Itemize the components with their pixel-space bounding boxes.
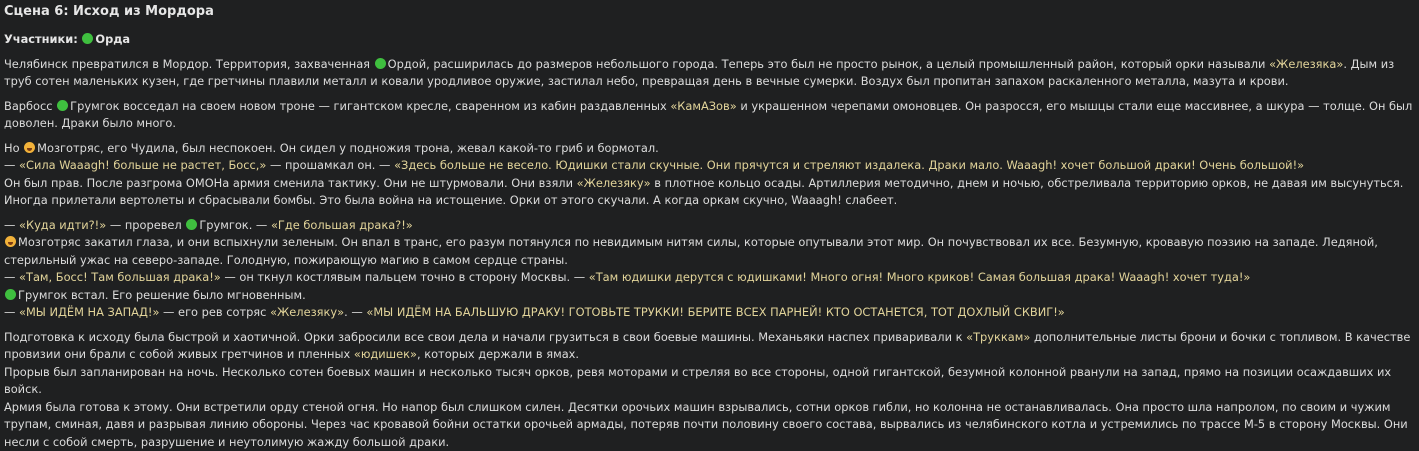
text: —: [4, 158, 15, 172]
text: —: [4, 218, 15, 232]
paragraph-2: [4, 98, 1413, 133]
dizzy-face-icon: [5, 236, 16, 247]
text: Но: [4, 141, 20, 155]
text: — прошамкал он. —: [270, 158, 390, 172]
quote: «Железяку»: [270, 305, 344, 319]
text: Грумгок встал. Его решение было мгновенным.: [18, 288, 306, 302]
paragraph-5: [4, 329, 1413, 451]
quote: «Здесь больше не весело. Юдишки стали скучные. Они прячутся и стреляют издалека. Драки мало. Waaagh! хочет большой драки! Очень большой!»: [394, 158, 1304, 172]
text: . —: [344, 305, 363, 319]
text: , которых держали в ямах.: [417, 347, 579, 361]
dizzy-face-icon: [24, 142, 35, 153]
text: Подготовка к исходу была быстрой и хаотичной. Орки забросили все свои дела и начали грузиться в свои боевые машины. Механьяки наспех приваривали к: [4, 330, 962, 344]
paragraph-3: [4, 140, 1413, 210]
participants-value: Орда: [95, 32, 130, 46]
text: дополнительные листы брони и бочки с топливом. В качестве провизии они брали с собой живых гретчинов и пленных: [4, 330, 1410, 362]
participants-line: [4, 31, 1413, 49]
green-circle-icon: [186, 219, 197, 230]
text: Мозготряс закатил глаза, и они вспыхнули зеленым. Он впал в транс, его разум потянулся по невидимым нитям силы, которые опутывали этот мир. Он почувствовал их все. Безумную, кровавую поэзию на западе. Ледяной, стерильный ужас на северо-западе. Голодную, пожирающую магию в самом сердце страны.: [4, 235, 1378, 267]
text: в плотное кольцо осады. Артиллерия методично, днем и ночью, обстреливала территорию орков, не давая им высунуться. Иногда прилетали вертолеты и сбрасывали бомбы. Это была война на истощение. Орки от этого скучали. А когда оркам скучно, Waaagh! слабеет.: [4, 176, 1403, 208]
paragraph-1: [4, 56, 1413, 91]
text: Прорыв был запланирован на ночь. Несколько сотен боевых машин и несколько тысяч орков, ревя моторами и стреляя во все стороны, одной гигантской, безумной колонной рванули на запад, прямо на позиции осаждавших их войск.: [4, 365, 1391, 397]
text: . Дым из труб сотен маленьких кузен, где гретчины плавили металл и ковали уродливое оружие, застилал небо, превращая день в вечные сумерки. Воздух был пропитан запахом раскаленного металла, мазута и крови.: [4, 57, 1394, 89]
text: и украшенном черепами омоновцев. Он разросся, его мышцы стали еще массивнее, а шкура — толще. Он был доволен. Драки было много.: [4, 99, 1412, 131]
text: Ордой, расширилась до размеров небольшого города. Теперь это был не просто рынок, а целый промышленный район, который орки называли: [388, 57, 1266, 71]
text: Мозготряс, его Чудила, был неспокоен. Он сидел у подножия трона, жевал какой-то гриб и бормотал.: [37, 141, 659, 155]
text: — проревел: [110, 218, 182, 232]
text: —: [4, 270, 15, 284]
green-circle-icon: [375, 58, 386, 69]
quote: «МЫ ИДЁМ НА БАЛЬШУЮ ДРАКУ! ГОТОВЬТЕ ТРУККИ! БЕРИТЕ ВСЕХ ПАРНЕЙ! КТО ОСТАНЕТСЯ, ТОТ ДОХЛЫЙ СКВИГ!»: [366, 305, 1064, 319]
quote: «КамАЗов»: [670, 99, 736, 113]
quote: «Там юдишки дерутся с юдишками! Много огня! Много криков! Самая большая драка! Waaagh! хочет туда!»: [589, 270, 1251, 284]
quote: «Железяка»: [1269, 57, 1343, 71]
quote: «Где большая драка?!»: [271, 218, 413, 232]
quote: «Труккам»: [966, 330, 1030, 344]
quote: «Сила Waaagh! больше не растет, Босс,»: [19, 158, 266, 172]
quote: «юдишек»: [354, 347, 417, 361]
text: —: [4, 305, 15, 319]
text: Он был прав. После разгрома ОМОНа армия сменила тактику. Они не штурмовали. Они взяли: [4, 176, 573, 190]
text: Грумгок восседал на своем новом троне — гигантском кресле, сваренном из кабин раздавленных: [70, 99, 667, 113]
paragraph-4: [4, 217, 1413, 322]
green-circle-icon: [5, 289, 16, 300]
green-circle-icon: [82, 33, 93, 44]
quote: «Куда идти?!»: [19, 218, 106, 232]
participants-label: Участники:: [4, 32, 78, 46]
text: — его рев сотряс: [163, 305, 266, 319]
text: Грумгок. —: [199, 218, 267, 232]
quote: «Там, Босс! Там большая драка!»: [19, 270, 221, 284]
scene-title: Сцена 6: Исход из Мордора: [4, 3, 1413, 21]
text: Армия была готова к этому. Они встретили орду стеной огня. Но напор был слишком силен. Десятки орочьих машин взрывались, сотни орков гибли, но колонна не останавливалась. Она просто шла напролом, по своим и чужим трупам, сминая, давя и разрывая линию обороны. Через час кровавой бойни остатки орочьей армады, потеряв почти половину своего состава, вырвались из челябинского котла и устремились по трассе М-5 в сторону Москвы. Они несли с собой смерть, разрушение и неутолимую жажду большой драки.: [4, 400, 1408, 449]
green-circle-icon: [57, 100, 68, 111]
text: Варбосс: [4, 99, 53, 113]
text: — он ткнул костлявым пальцем точно в сторону Москвы. —: [224, 270, 585, 284]
quote: «МЫ ИДЁМ НА ЗАПАД!»: [19, 305, 159, 319]
text: Челябинск превратился в Мордор. Территория, захваченная: [4, 57, 370, 71]
quote: «Железяку»: [577, 176, 651, 190]
